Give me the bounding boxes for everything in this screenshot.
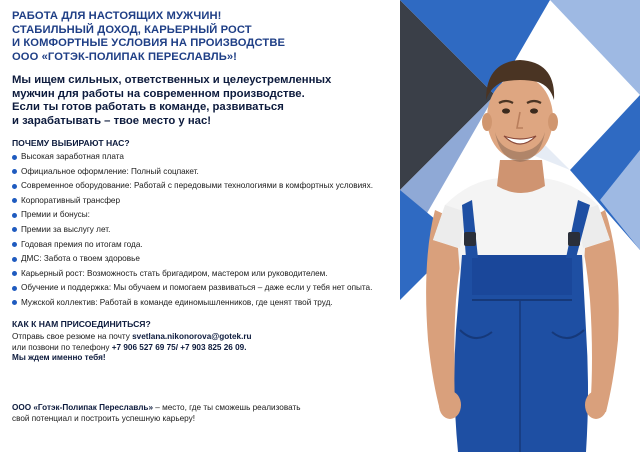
closing-text: Мы ждем именно тебя! — [12, 353, 106, 363]
benefit-text: Официальное оформление: Полный соцпакет. — [21, 166, 199, 176]
benefit-text: ДМС: Забота о твоем здоровье — [21, 254, 140, 264]
benefit-item — [12, 225, 400, 235]
right-hand — [585, 391, 607, 419]
benefit-text: Годовая премия по итогам года. — [21, 239, 143, 249]
intro-line: и зарабатывать – твое место у нас! — [12, 114, 211, 127]
left-ear — [482, 113, 492, 131]
how-to-join-title: КАК К НАМ ПРИСОЕДИНИТЬСЯ? — [12, 318, 151, 329]
overalls-bib — [472, 255, 572, 295]
headline-line: И КОМФОРТНЫЕ УСЛОВИЯ НА ПРОИЗВОДСТВЕ — [12, 37, 286, 50]
benefit-item — [12, 210, 400, 220]
headline-line: ООО «ГОТЭК-ПОЛИПАК ПЕРЕСЛАВЛЬ»! — [12, 50, 237, 63]
worker-illustration — [400, 0, 640, 452]
benefit-item — [12, 283, 400, 293]
contact-block — [12, 332, 400, 364]
left-hand — [439, 391, 461, 419]
benefit-item — [12, 167, 400, 177]
hero-image-panel — [400, 0, 640, 452]
phone-line — [12, 343, 400, 354]
right-eye — [530, 108, 538, 113]
benefit-text: Корпоративный трансфер — [21, 195, 121, 205]
bullet-dot-icon — [12, 184, 17, 189]
neck — [497, 160, 545, 193]
bullet-dot-icon — [12, 227, 17, 232]
bullet-dot-icon — [12, 155, 17, 160]
right-ear — [548, 113, 558, 131]
benefit-text: Мужской коллектив: Работай в команде единомышленников, где ценят твой труд. — [21, 297, 333, 307]
benefit-item — [12, 269, 400, 279]
bullet-dot-icon — [12, 242, 17, 247]
face — [487, 76, 553, 160]
email-link[interactable]: svetlana.nikonorova@gotek.ru — [132, 331, 252, 341]
bullet-dot-icon — [12, 271, 17, 276]
intro-line: Если ты готов работать в команде, развиваться — [12, 101, 284, 114]
headline — [12, 10, 400, 64]
email-prefix: Отправь свое резюме на почту — [12, 331, 133, 341]
benefit-item — [12, 181, 400, 191]
benefit-text: Премии и бонусы: — [21, 210, 90, 220]
benefit-text: Карьерный рост: Возможность стать бригадиром, мастером или руководителем. — [21, 268, 328, 278]
benefit-text: Высокая заработная плата — [21, 152, 124, 161]
benefit-text: Обучение и поддержка: Мы обучаем и помогаем развиваться – даже если у тебя нет опыта. — [21, 283, 373, 293]
benefit-item — [12, 196, 400, 206]
phone-numbers[interactable]: +7 906 527 69 75/ +7 903 825 26 09. — [111, 342, 247, 352]
benefit-text: Премии за выслугу лет. — [21, 224, 111, 234]
intro-paragraph — [12, 74, 400, 128]
footer-line: свой потенциал и построить успешную карьеру! — [12, 413, 196, 423]
footer-company: ООО «Готэк-Полипак Переславль» — [12, 403, 154, 412]
left-eye — [502, 108, 510, 113]
text-column — [12, 10, 400, 364]
bullet-dot-icon — [12, 300, 17, 305]
intro-line: мужчин для работы на современном производстве. — [12, 87, 305, 100]
benefit-item — [12, 254, 400, 264]
why-us-title: ПОЧЕМУ ВЫБИРАЮТ НАС? — [12, 138, 130, 148]
closing-line — [12, 353, 400, 364]
phone-prefix: или позвони по телефону — [12, 342, 112, 352]
email-line — [12, 332, 400, 343]
right-buckle — [568, 232, 580, 246]
bullet-dot-icon — [12, 286, 17, 291]
bullet-dot-icon — [12, 257, 17, 262]
footer-text: – место, где ты сможешь реализовать — [153, 403, 301, 412]
bullet-dot-icon — [12, 213, 17, 218]
benefit-item — [12, 152, 400, 162]
footer-note — [12, 403, 392, 424]
bullet-dot-icon — [12, 198, 17, 203]
benefit-item — [12, 298, 400, 308]
benefit-text: Современное оборудование: Работай с передовыми технологиями в комфортных условиях. — [21, 181, 373, 191]
bullet-dot-icon — [12, 169, 17, 174]
footer-line — [12, 403, 392, 414]
headline-line: СТАБИЛЬНЫЙ ДОХОД, КАРЬЕРНЫЙ РОСТ — [12, 23, 252, 36]
left-buckle — [464, 232, 476, 246]
headline-line: РАБОТА ДЛЯ НАСТОЯЩИХ МУЖЧИН! — [12, 10, 222, 22]
benefit-item — [12, 240, 400, 250]
intro-line: Мы ищем сильных, ответственных и целеустремленных — [12, 74, 332, 87]
benefits-list — [12, 152, 400, 308]
